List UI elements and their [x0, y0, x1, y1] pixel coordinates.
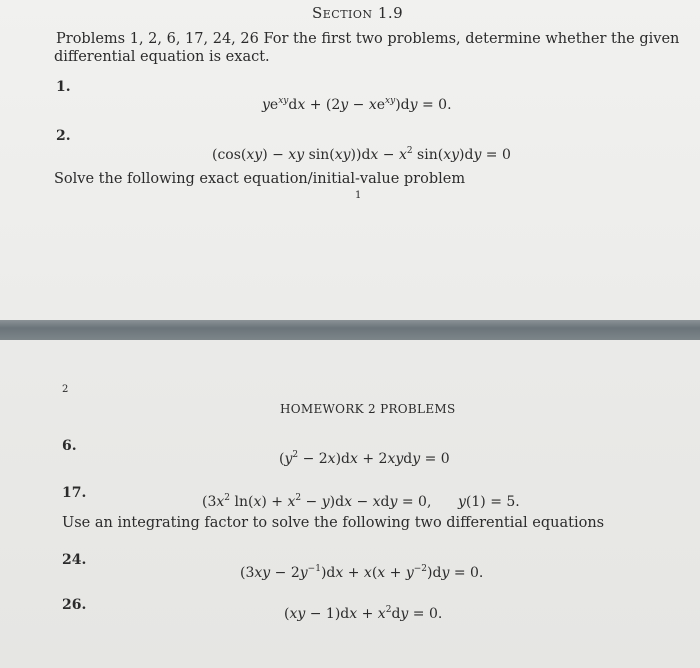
problem-26-equation: $(xy - 1)dx + x^2dy = 0$. — [284, 605, 443, 622]
problem-1-number: 1. — [56, 79, 71, 95]
page-number-2: 2 — [62, 384, 69, 395]
problem-24-equation: $(3xy - 2y^{-1})dx + x(x + y^{-2})dy = 0$. — [240, 564, 484, 581]
problem-17-initial-condition: y(1) = 5. — [458, 494, 520, 510]
problem-1-equation: $ye^{xy}dx + (2y - xe^{xy})dy = 0$. — [262, 96, 452, 113]
intro-text-line1: Problems 1, 2, 6, 17, 24, 26 For the first two problems, determine whether the given — [56, 31, 680, 47]
page-one — [0, 0, 700, 320]
problem-2-equation: (cos(xy) − xy $\sin(xy))dx - x^2$ sin(xy)dy = 0 — [212, 146, 511, 163]
problem-17-equation: ($3x^2$ $\ln(x) + x^2 - y)dx$ − xdy = 0, — [202, 493, 432, 510]
problem-17-number: 17. — [62, 485, 87, 501]
exact-instruction: Solve the following exact equation/initial-value problem — [54, 171, 466, 187]
page-number-1: 1 — [355, 190, 362, 201]
problem-2-number: 2. — [56, 128, 71, 144]
problem-6-number: 6. — [62, 438, 77, 454]
section-title: Section 1.9 — [312, 4, 404, 22]
page-two — [0, 340, 700, 668]
problem-6-equation: $(y^2 - 2x)dx$ + 2xydy = 0 — [279, 450, 450, 467]
integrating-factor-instruction: Use an integrating factor to solve the following two differential equations — [62, 515, 605, 531]
page-divider — [0, 320, 700, 340]
problem-26-number: 26. — [62, 597, 87, 613]
homework-heading: HOMEWORK 2 PROBLEMS — [280, 402, 456, 416]
problem-24-number: 24. — [62, 552, 87, 568]
intro-text-line2: differential equation is exact. — [54, 49, 270, 65]
